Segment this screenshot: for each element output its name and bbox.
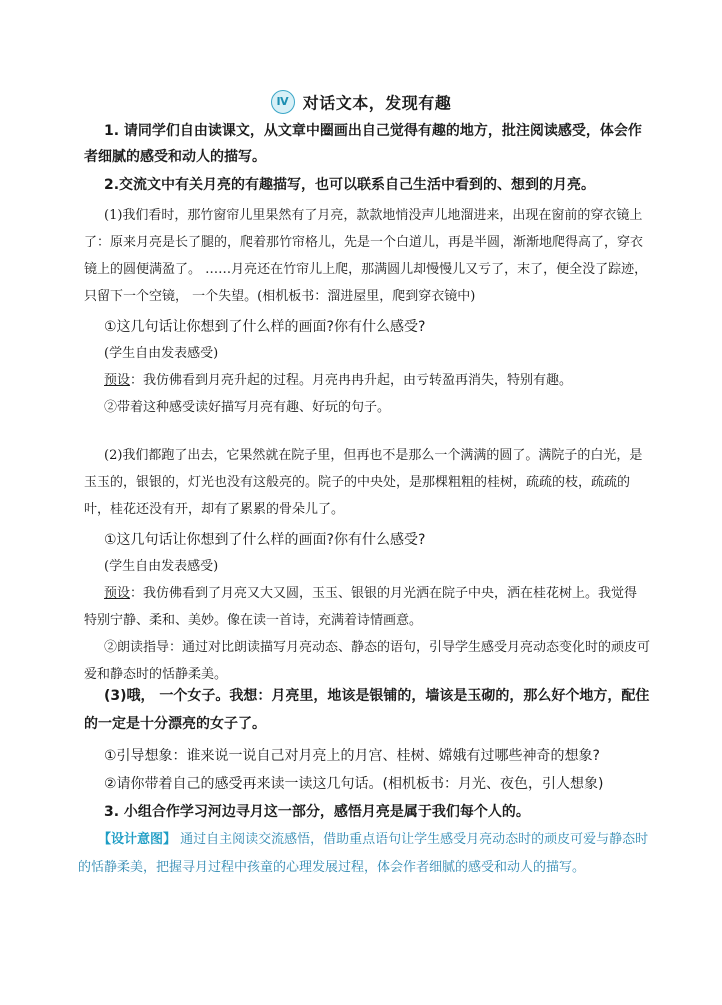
part-2-preset-label: 预设	[104, 586, 131, 601]
part-2	[84, 442, 650, 688]
step-1	[84, 118, 650, 170]
section-number-badge: Ⅳ	[271, 90, 295, 114]
design-intent-paragraph	[78, 826, 652, 882]
part-2-question-2: ②朗读指导：通过对比朗读描写月亮动态、静态的语句，引导学生感受月亮动态变化时的顽皮可爱和静态时的恬静柔美。	[84, 640, 651, 682]
part-1-preset-text: ：我仿佛看到月亮升起的过程。月亮冉冉升起，由亏转盈再消失，特别有趣。	[130, 373, 573, 388]
part-2-passage: (2)我们都跑了出去，它果然就在院子里，但再也不是那么一个满满的圆了。满院子的白光，是玉玉的，银银的，灯光也没有这般亮的。院子的中央处，是那棵粗粗的桂树，疏疏的枝，疏疏的叶，桂花还没有开，却有了累累的骨朵儿了。	[84, 448, 643, 517]
part-3	[84, 682, 650, 826]
part-2-free-response: (学生自由发表感受)	[104, 559, 219, 574]
part-1-preset-label: 预设	[104, 373, 131, 388]
step-3-text: 3. 小组合作学习河边寻月这一部分，感悟月亮是属于我们每个人的。	[104, 804, 530, 820]
part-2-preset	[84, 580, 650, 634]
design-intent	[78, 826, 652, 882]
part-3-passage: (3)哦， 一个女子。我想：月亮里，地该是银铺的，墙该是玉砌的，那么好个地方，配住的一定是十分漂亮的女子了。	[84, 688, 650, 732]
part-1-preset	[84, 367, 650, 394]
part-1-passage: (1)我们看时，那竹窗帘儿里果然有了月亮，款款地悄没声儿地溜进来，出现在窗前的穿衣镜上了：原来月亮是长了腿的，爬着那竹帘格儿，先是一个白道儿，再是半圆，渐渐地爬得高了，穿衣镜上的圆便满盈了。 ……月亮还在竹帘儿上爬，那满圆儿却慢慢儿又亏了，末了，便全没了踪迹，只留下一个空镜， 一个失望。(相机板书：溜进屋里，爬到穿衣镜中)	[84, 208, 648, 304]
step-1-text: 1. 请同学们自由读课文，从文章中圈画出自己觉得有趣的地方，批注阅读感受，体会作者细腻的感受和动人的描写。	[84, 123, 642, 165]
step-2	[84, 172, 650, 198]
part-2-preset-text: ：我仿佛看到了月亮又大又圆，玉玉、银银的月光洒在院子中央，洒在桂花树上。我觉得特别宁静、柔和、美妙。像在读一首诗，充满着诗情画意。	[84, 586, 638, 628]
part-3-question-1: ①引导想象：谁来说一说自己对月亮上的月宫、桂树、嫦娥有过哪些神奇的想象?	[104, 748, 600, 764]
part-1-question-2: ②带着这种感受读好描写月亮有趣、好玩的句子。	[104, 400, 391, 415]
step-2-text: 2.交流文中有关月亮的有趣描写，也可以联系自己生活中看到的、想到的月亮。	[104, 177, 596, 193]
section-heading	[0, 90, 722, 114]
section-title: 对话文本，发现有趣	[302, 93, 452, 113]
part-1	[84, 202, 650, 421]
part-1-question-1: ①这几句话让你想到了什么样的画面?你有什么感受?	[104, 319, 426, 335]
design-intent-tag: 【设计意图】	[98, 832, 177, 847]
design-intent-text: 通过自主阅读交流感悟，借助重点语句让学生感受月亮动态时的顽皮可爱与静态时的恬静柔美，把握寻月过程中孩童的心理发展过程，体会作者细腻的感受和动人的描写。	[78, 832, 649, 875]
part-2-question-1: ①这几句话让你想到了什么样的画面?你有什么感受?	[104, 532, 426, 548]
part-3-question-2: ②请你带着自己的感受再来读一读这几句话。(相机板书：月光、夜色，引人想象)	[104, 776, 604, 792]
part-1-free-response: (学生自由发表感受)	[104, 346, 219, 361]
